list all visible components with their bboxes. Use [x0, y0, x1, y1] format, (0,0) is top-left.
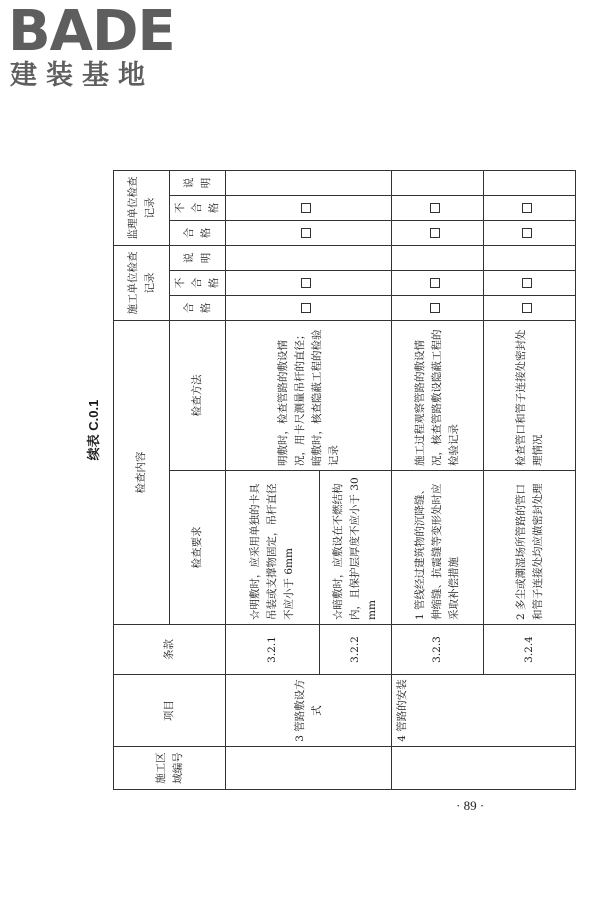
- header-project: 项目: [114, 675, 226, 747]
- header-supervisor-pass: 合格: [170, 221, 226, 246]
- header-contractor-record: 施工单位检查记录: [114, 246, 170, 321]
- pass-checkbox[interactable]: [430, 303, 440, 313]
- header-contractor-pass: 合格: [170, 296, 226, 321]
- logo-subtitle: 建装基地: [10, 60, 154, 91]
- clause-cell: 3.2.4: [484, 625, 576, 675]
- fail-checkbox[interactable]: [301, 278, 311, 288]
- pass-checkbox[interactable]: [522, 303, 532, 313]
- supervisor-note-cell: [392, 171, 484, 196]
- supervisor-note-cell: [484, 171, 576, 196]
- requirement-cell: ☆暗敷时，应敷设在不燃结构内，且保护层厚度不应小于 30mm: [320, 471, 392, 625]
- pass-checkbox[interactable]: [301, 303, 311, 313]
- area-code-cell: [226, 747, 392, 790]
- page-number: · 89 ·: [456, 798, 485, 813]
- clause-cell: 3.2.3: [392, 625, 484, 675]
- bade-logo: [0, 0, 190, 100]
- method-cell: 施工过程观察管路的敷设情况，核查管路敷设隐蔽工程的检验记录: [392, 321, 484, 471]
- fail-checkbox[interactable]: [522, 203, 532, 213]
- header-supervisor-note: 说明: [170, 171, 226, 196]
- contractor-note-cell: [226, 246, 392, 271]
- supervisor-fail-cell: [226, 196, 392, 221]
- pass-checkbox[interactable]: [301, 228, 311, 238]
- pass-checkbox[interactable]: [430, 228, 440, 238]
- project-cell: 4 管路的安装: [392, 675, 576, 747]
- requirement-cell: 1 管线经过建筑物的沉降缝、伸缩缝、抗震缝等变形处时应采取补偿措施: [392, 471, 484, 625]
- supervisor-fail-cell: [392, 196, 484, 221]
- method-cell: 检查管口和管子连接处密封处理情况: [484, 321, 576, 471]
- method-cell: 明敷时，检查管路的敷设情况，用卡尺测量吊杆的直径；暗敷时，核查隐蔽工程的检验记录: [226, 321, 392, 471]
- contractor-pass-cell: [392, 296, 484, 321]
- contractor-fail-cell: [226, 271, 392, 296]
- fail-checkbox[interactable]: [522, 278, 532, 288]
- header-method: 检查方法: [170, 321, 226, 471]
- supervisor-fail-cell: [484, 196, 576, 221]
- header-clause: 条款: [114, 625, 226, 675]
- contractor-note-cell: [392, 246, 484, 271]
- header-supervisor-fail: 不合格: [170, 196, 226, 221]
- supervisor-pass-cell: [392, 221, 484, 246]
- requirement-cell: 2 多尘或潮湿场所管路的管口和管子连接处均应做密封处理: [484, 471, 576, 625]
- supervisor-pass-cell: [484, 221, 576, 246]
- header-area-code: 施工区域编号: [114, 747, 226, 790]
- inspection-table: [113, 170, 576, 790]
- fail-checkbox[interactable]: [301, 203, 311, 213]
- requirement-cell: ☆明敷时，应采用单独的卡具吊装或支撑物固定，吊杆直径不应小于 6mm: [226, 471, 320, 625]
- clause-cell: 3.2.1: [226, 625, 320, 675]
- contractor-pass-cell: [484, 296, 576, 321]
- fail-checkbox[interactable]: [430, 203, 440, 213]
- supervisor-pass-cell: [226, 221, 392, 246]
- pass-checkbox[interactable]: [522, 228, 532, 238]
- rotated-page: [77, 110, 600, 790]
- project-cell: 3 管路敷设方式: [226, 675, 392, 747]
- supervisor-note-cell: [226, 171, 392, 196]
- contractor-pass-cell: [226, 296, 392, 321]
- contractor-note-cell: [484, 246, 576, 271]
- area-code-cell: [392, 747, 576, 790]
- header-contractor-note: 说明: [170, 246, 226, 271]
- logo-wordmark: BADE: [8, 0, 175, 64]
- clause-cell: 3.2.2: [320, 625, 392, 675]
- table-caption: 续表 C.0.1: [86, 399, 101, 461]
- contractor-fail-cell: [484, 271, 576, 296]
- header-requirement: 检查要求: [170, 471, 226, 625]
- fail-checkbox[interactable]: [430, 278, 440, 288]
- contractor-fail-cell: [392, 271, 484, 296]
- header-supervisor-record: 监理单位检查记录: [114, 171, 170, 246]
- header-inspection-content: 检查内容: [114, 321, 170, 625]
- header-contractor-fail: 不合格: [170, 271, 226, 296]
